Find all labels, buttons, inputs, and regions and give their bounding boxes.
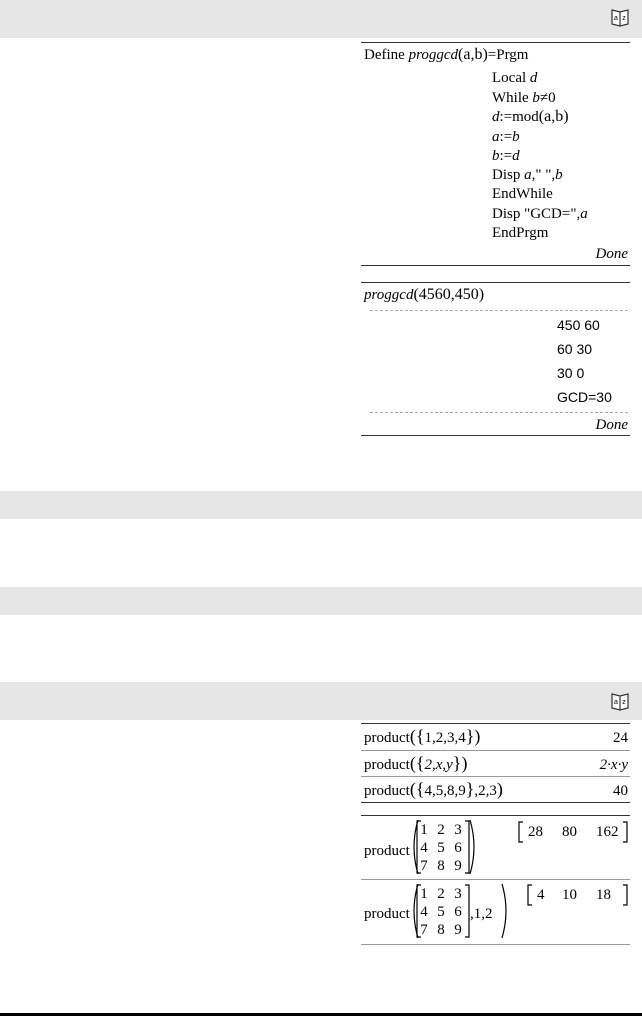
matrix-cell: 7 [420,858,428,874]
matrix-paren-right [468,818,480,876]
matrix-cell: 2 [437,822,445,838]
result-bracket-right [622,884,628,906]
proggcd-call: proggcd(4560,450) [364,286,485,303]
matrix-cell: 8 [437,858,445,874]
define-line: Define proggcd(a,b)=Prgm [364,46,529,63]
result-bracket-left [518,821,524,843]
output-line: GCD=30 [557,389,612,405]
output-line: 30 0 [557,365,585,381]
example-rule-3 [361,282,630,283]
section-header-bar [0,0,642,38]
matrix-cell: 1 [420,886,428,902]
example-top-rule [361,42,630,43]
matrix-cell: 4 [420,904,428,920]
matrix-cell: 9 [454,922,462,938]
result-vector-value: 80 [562,824,577,840]
matrix-cell: 4 [420,840,428,856]
product-expr: product({1,2,3,4}) [364,726,481,746]
code-line-b-assign: b:=d [492,148,520,164]
catalog-book-icon [610,691,630,711]
matrix-paren-right [500,882,512,940]
code-line-mod: d:=mod(a,b) [492,108,569,125]
example-rule-2 [361,265,630,266]
product-result: 40 [613,783,628,799]
svg-text:a: a [614,15,618,22]
code-line-local: Local d [492,70,538,86]
row-rule [361,776,630,777]
matrix-top-rule [361,815,630,816]
matrix-cell: 6 [454,840,462,856]
row-rule [361,879,630,880]
product-result: 2·x·y [599,757,628,773]
code-line-disp-gcd: Disp "GCD=",a [492,206,588,222]
matrix-expr-label: product [364,906,410,922]
page-footer-rule [0,1013,642,1016]
matrix-expr-suffix: ,1,2 [470,906,493,922]
example-bottom-rule [361,435,630,436]
matrix-cell: 7 [420,922,428,938]
section-header-bar [0,682,642,720]
svg-text:z: z [622,15,626,22]
section-header-bar [0,491,642,519]
result-vector-value: 10 [562,887,577,903]
result-vector-value: 4 [537,887,545,903]
matrix-cell: 3 [454,886,462,902]
section-header-bar [0,587,642,615]
matrix-cell: 2 [437,886,445,902]
output-separator-bottom [370,412,628,413]
result-bracket-left [527,884,533,906]
matrix-expr-label: product [364,843,410,859]
svg-text:a: a [614,699,618,706]
svg-text:z: z [622,699,626,706]
output-line: 60 30 [557,341,593,357]
product-top-rule [361,723,630,724]
done-result-2: Done [595,417,628,433]
matrix-cell: 9 [454,858,462,874]
code-line-while: While b≠0 [492,90,556,106]
matrix-cell: 5 [437,904,445,920]
output-line: 450 60 [557,317,600,333]
matrix-cell: 6 [454,904,462,920]
code-line-endprgm: EndPrgm [492,225,549,241]
catalog-book-icon [610,7,630,27]
product-expr: product({4,5,8,9},2,3) [364,779,503,799]
matrix-cell: 3 [454,822,462,838]
result-vector-value: 162 [596,824,619,840]
row-rule [361,944,630,945]
result-vector-value: 28 [528,824,543,840]
done-result-1: Done [595,246,628,262]
code-line-a-assign: a:=b [492,129,520,145]
row-rule [361,802,630,803]
result-bracket-right [622,821,628,843]
result-vector-value: 18 [596,887,611,903]
output-separator-top [370,310,628,311]
product-expr: product({2,x,y}) [364,753,468,773]
matrix-cell: 1 [420,822,428,838]
code-line-endwhile: EndWhile [492,186,553,202]
matrix-cell: 8 [437,922,445,938]
code-line-disp: Disp a," ",b [492,167,563,183]
product-result: 24 [613,730,628,746]
matrix-cell: 5 [437,840,445,856]
row-rule [361,750,630,751]
